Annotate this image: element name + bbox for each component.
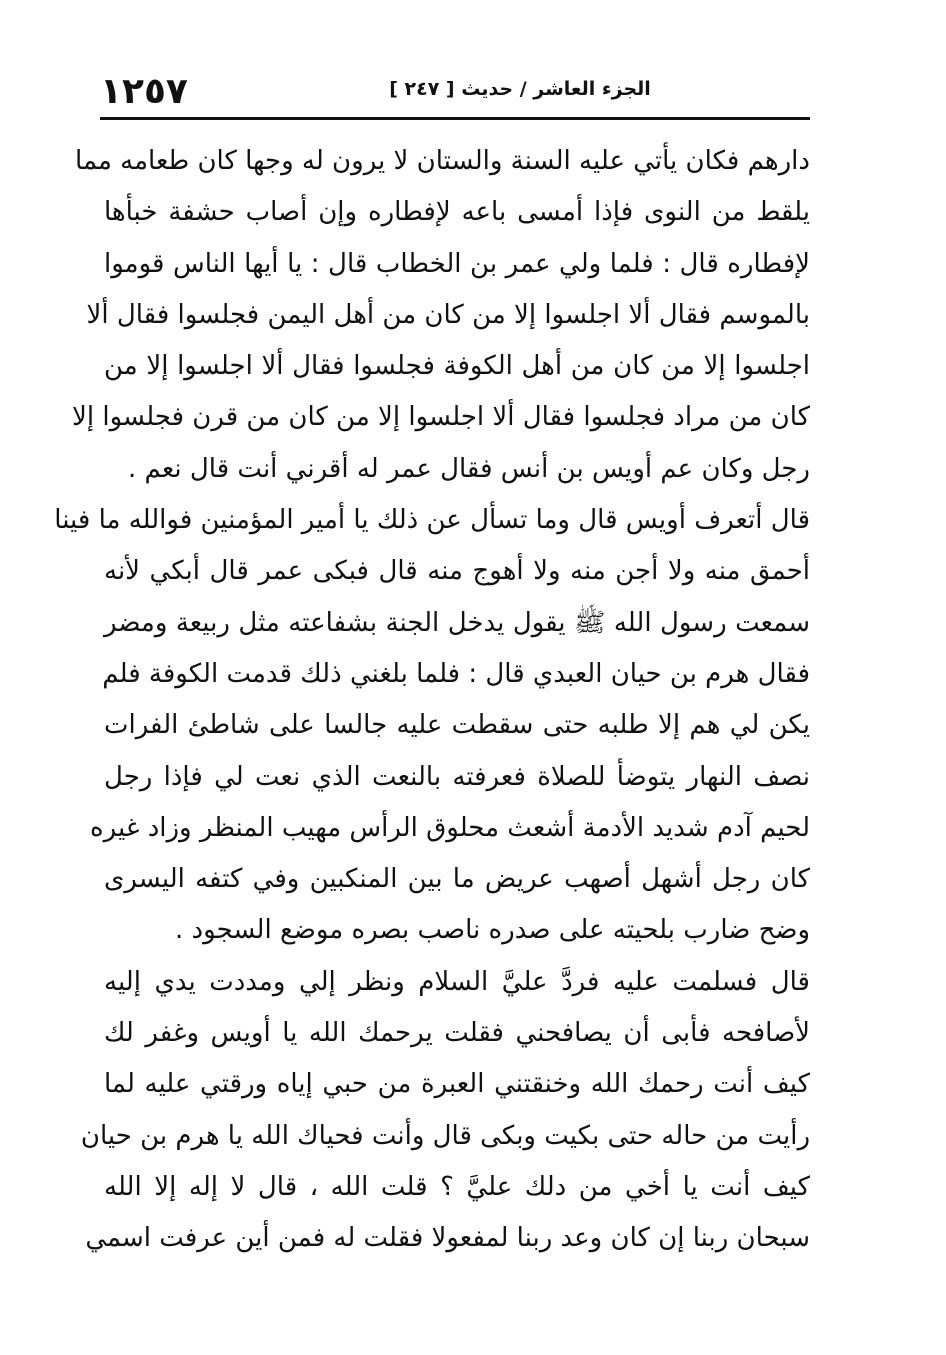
- text-line: لإفطاره قال : فلما ولي عمر بن الخطاب قال : يا أيها الناس قوموا: [104, 248, 810, 279]
- header-rule: [100, 117, 810, 120]
- text-line: كان رجل أشهل أصهب عريض ما بين المنكبين وفي كتفه اليسرى: [104, 864, 810, 895]
- text-line: لأصافحه فأبى أن يصافحني فقلت يرحمك الله يا أويس وغفر لك: [104, 1018, 810, 1049]
- text-line: بالموسم فقال ألا اجلسوا إلا من كان من أهل اليمن فجلسوا فقال ألا: [86, 299, 810, 330]
- text-line: قال أتعرف أويس قال وما تسأل عن ذلك يا أمير المؤمنين فوالله ما فينا: [54, 505, 810, 536]
- page-header: [100, 66, 810, 114]
- page-number: ١٢٥٧: [100, 71, 188, 112]
- text-line: رأيت من حاله حتى بكيت وبكى قال وأنت فحياك الله يا هرم بن حيان: [80, 1120, 810, 1151]
- body-text: [54, 136, 810, 1265]
- text-line: سبحان ربنا إن كان وعد ربنا لمفعولا فقلت له فمن أين عرفت اسمي: [85, 1223, 810, 1254]
- text-line: سمعت رسول الله ﷺ يقول يدخل الجنة بشفاعته مثل ربيعة ومضر: [104, 607, 810, 638]
- text-line: لحيم آدم شديد الأدمة أشعث محلوق الرأس مهيب المنظر وزاد غيره: [90, 812, 810, 843]
- running-head: الجزء العاشر / حديث [ ٢٤٧ ]: [389, 78, 651, 100]
- text-line: كان من مراد فجلسوا فقال ألا اجلسوا إلا من كان من قرن فجلسوا إلا: [72, 402, 810, 433]
- text-line: دارهم فكان يأتي عليه السنة والستان لا يرون له وجها كان طعامه مما: [75, 146, 810, 176]
- text-line: رجل وكان عم أويس بن أنس فقال عمر له أقرني أنت قال نعم .: [128, 453, 810, 484]
- text-line: وضح ضارب بلحيته على صدره ناصب بصره موضع السجود .: [175, 915, 810, 946]
- text-line: قال فسلمت عليه فردَّ عليَّ السلام ونظر إلي ومددت يدي إليه: [104, 966, 810, 997]
- text-line: نصف النهار يتوضأ للصلاة فعرفته بالنعت الذي نعت لي فإذا رجل: [104, 761, 810, 792]
- text-line: فقال هرم بن حيان العبدي قال : فلما بلغني ذلك قدمت الكوفة فلم: [102, 658, 810, 689]
- text-line: يكن لي هم إلا طلبه حتى سقطت عليه جالسا على شاطئ الفرات: [104, 710, 810, 741]
- text-line: أحمق منه ولا أجن منه ولا أهوج منه قال فبكى عمر قال أبكي لأنه: [104, 556, 810, 587]
- text-line: يلقط من النوى فإذا أمسى باعه لإفطاره وإن أصاب حشفة خبأها: [104, 197, 810, 228]
- text-line: كيف أنت رحمك الله وخنقتني العبرة من حبي إياه ورقتي عليه لما: [104, 1069, 810, 1100]
- text-line: اجلسوا إلا من كان من أهل الكوفة فجلسوا فقال ألا اجلسوا إلا من: [104, 351, 810, 382]
- text-line: كيف أنت يا أخي من دلك عليَّ ؟ قلت الله ، قال لا إله إلا الله: [104, 1171, 810, 1202]
